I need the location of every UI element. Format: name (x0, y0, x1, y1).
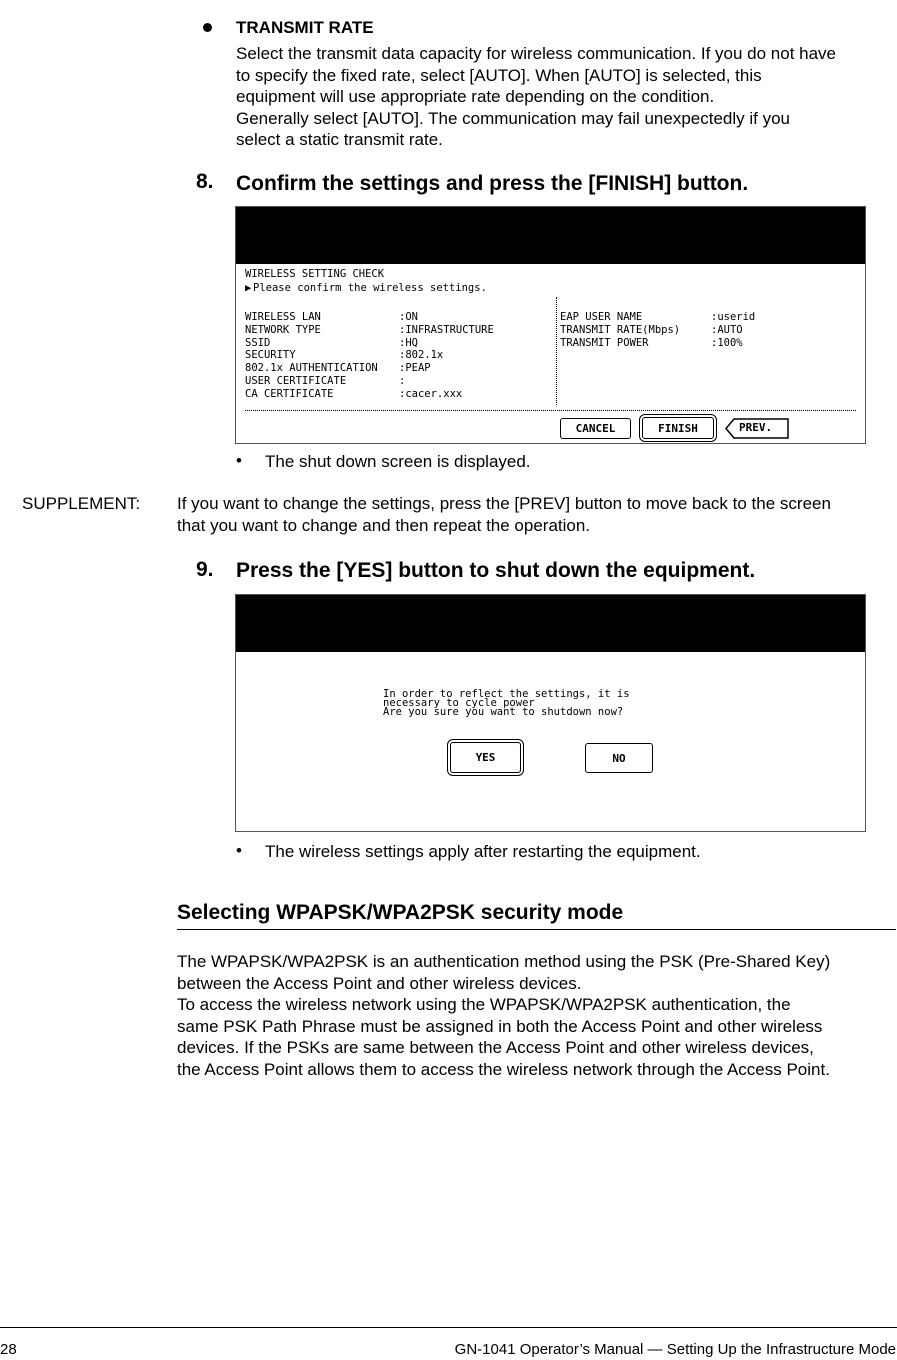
screen-subtitle-arrow-icon: ▶ (245, 282, 252, 294)
bullet: • (236, 841, 242, 860)
transmit-rate-title: TRANSMIT RATE (236, 18, 374, 37)
right-setting-values: :userid :AUTO :100% (711, 311, 756, 349)
step-9-note: The wireless settings apply after restarting the equipment. (265, 842, 701, 861)
text-line: between the Access Point and other wireless devices. (177, 973, 582, 993)
text-line: If you want to change the settings, press the [PREV] button to move back to the screen (177, 494, 831, 513)
text-line: devices. If the PSKs are same between the Access Point and other wireless devices, (177, 1038, 814, 1058)
supplement-label: SUPPLEMENT: (22, 494, 141, 513)
prev-button-label: PREV. (739, 421, 773, 434)
transmit-rate-description (236, 43, 896, 151)
page-number: 28 (0, 1341, 17, 1358)
section-body (177, 951, 897, 1081)
text-line: equipment will use appropriate rate depending on the condition. (236, 87, 715, 107)
text-line: Generally select [AUTO]. The communication may fail unexpectedly if you (236, 108, 791, 128)
screen-header-bar (236, 595, 865, 652)
prev-button[interactable] (725, 418, 789, 439)
cancel-button[interactable]: CANCEL (560, 418, 631, 439)
footer-title: GN-1041 Operator’s Manual — Setting Up the Infrastructure Mode (454, 1341, 896, 1358)
footer-rule (0, 1327, 897, 1328)
shutdown-confirmation-screen (235, 594, 866, 832)
text-line: same PSK Path Phrase must be assigned in both the Access Point and other wireless (177, 1016, 823, 1036)
shutdown-message: In order to reflect the settings, it is necessary to cycle power Are you sure you want to shutdown now? (383, 688, 630, 718)
text-line: select a static transmit rate. (236, 130, 443, 150)
step-9-number: 9. (196, 558, 214, 581)
no-button[interactable]: NO (585, 743, 653, 773)
text-line: to specify the fixed rate, select [AUTO]. When [AUTO] is selected, this (236, 65, 762, 85)
finish-button[interactable]: FINISH (642, 417, 714, 439)
bullet: • (236, 451, 242, 470)
step-8-number: 8. (196, 170, 214, 193)
left-setting-values: :ON :INFRASTRUCTURE :HQ :802.1x :PEAP : :cacer.xxx (399, 311, 494, 400)
step-8-note: The shut down screen is displayed. (265, 452, 531, 471)
wireless-setting-check-screen (235, 206, 866, 444)
step-8-text: Confirm the settings and press the [FINISH] button. (236, 172, 749, 195)
step-9-text: Press the [YES] button to shut down the equipment. (236, 559, 756, 582)
section-rule (177, 929, 896, 930)
right-setting-labels: EAP USER NAME TRANSMIT RATE(Mbps) TRANSMIT POWER (560, 311, 681, 349)
yes-button[interactable]: YES (450, 742, 521, 773)
screen-subtitle: Please confirm the wireless settings. (253, 282, 487, 294)
text-line: the Access Point allows them to access the wireless network through the Access Point. (177, 1059, 830, 1079)
supplement-text (177, 493, 897, 536)
bullet-dot (203, 23, 212, 32)
text-line: Select the transmit data capacity for wireless communication. If you do not have (236, 44, 837, 63)
screen-header-bar (236, 207, 865, 264)
text-line: To access the wireless network using the WPAPSK/WPA2PSK authentication, the (177, 995, 791, 1015)
left-setting-labels: WIRELESS LAN NETWORK TYPE SSID SECURITY 802.1x AUTHENTICATION USER CERTIFICATE CA CERTIFICATE (245, 311, 378, 400)
section-heading: Selecting WPAPSK/WPA2PSK security mode (177, 901, 624, 924)
column-divider (556, 297, 557, 405)
text-line: that you want to change and then repeat the operation. (177, 515, 591, 535)
screen-title: WIRELESS SETTING CHECK (245, 268, 385, 280)
text-line: The WPAPSK/WPA2PSK is an authentication method using the PSK (Pre-Shared Key) (177, 952, 831, 971)
divider-line (245, 410, 856, 411)
